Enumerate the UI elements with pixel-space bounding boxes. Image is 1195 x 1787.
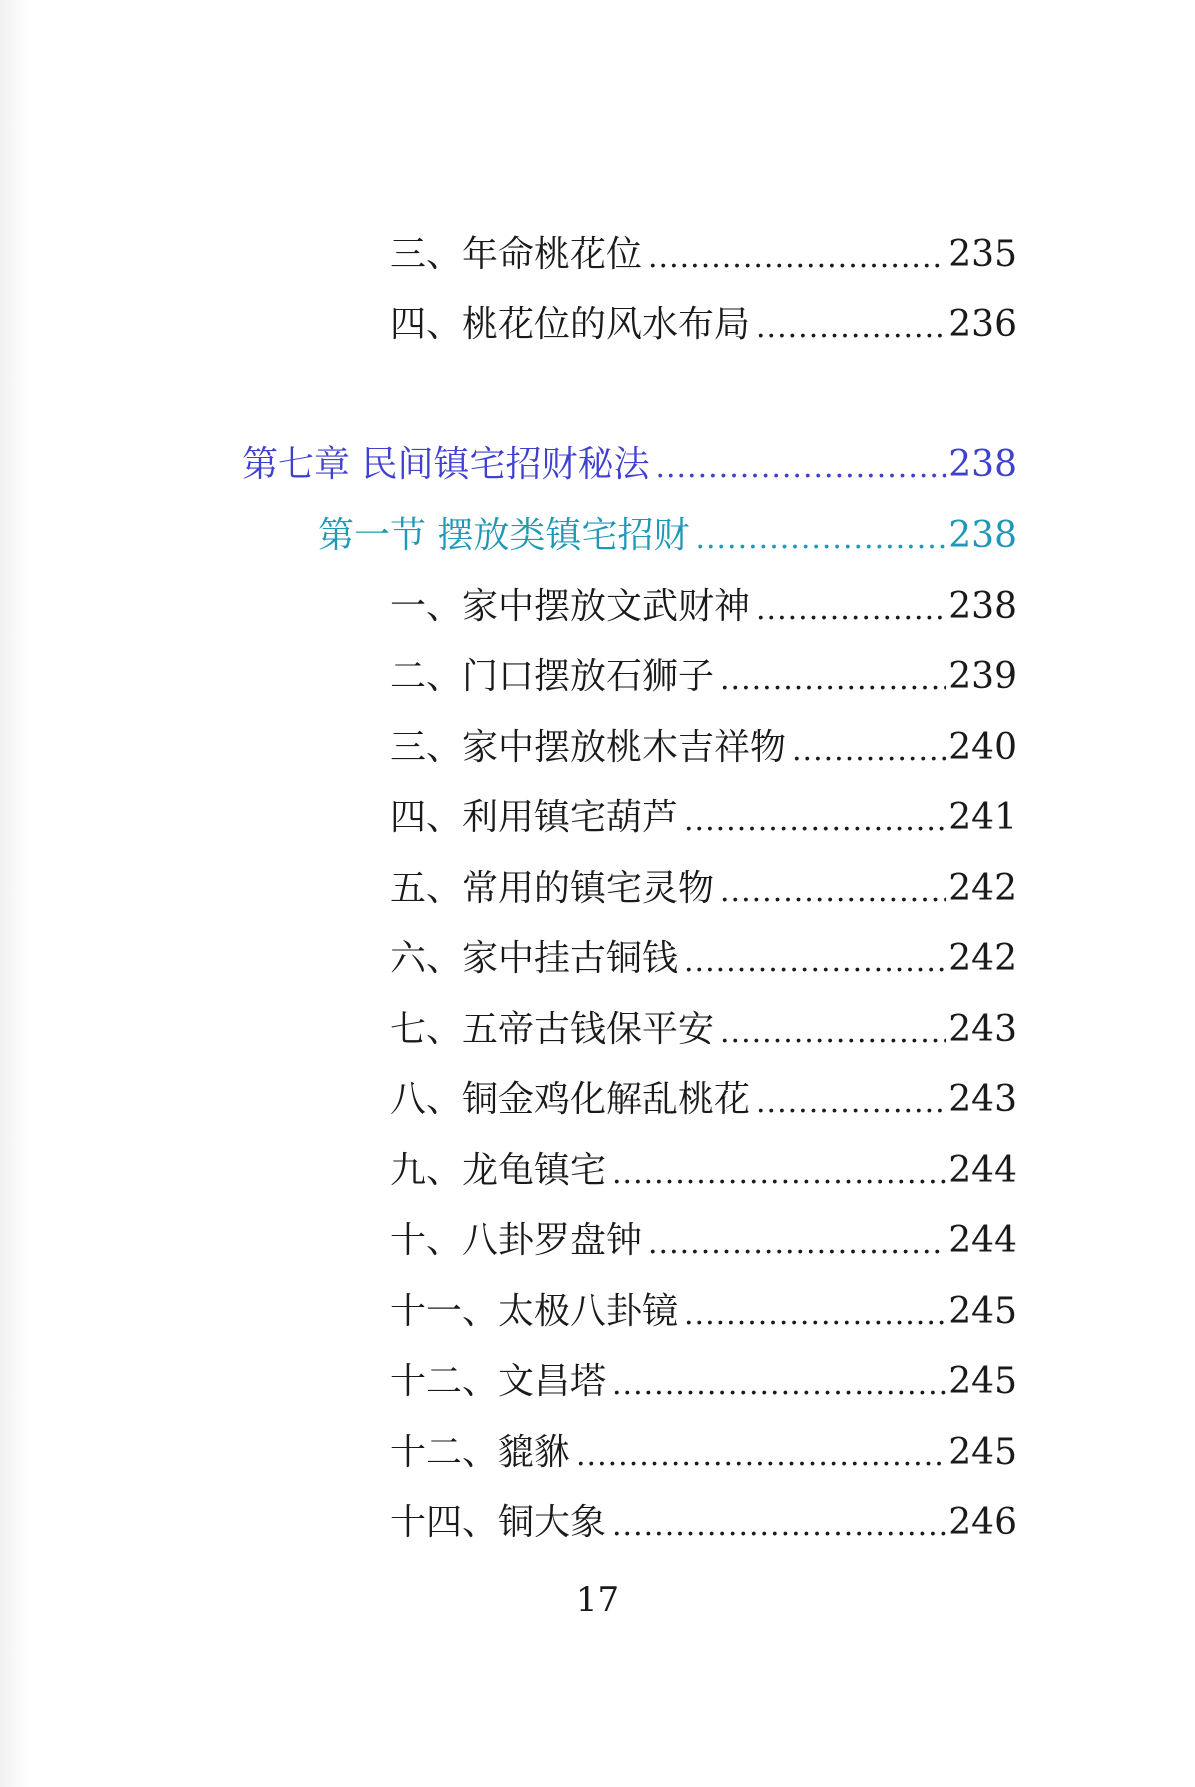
toc-leader-dots [792, 729, 946, 773]
toc-entry [390, 230, 1017, 280]
toc-leader-dots [684, 1293, 946, 1337]
toc-entry-title: 八、铜金鸡化解乱桃花 [390, 1079, 751, 1120]
toc-entry [390, 1216, 1017, 1266]
toc-entry [390, 1498, 1017, 1548]
toc-entry-page: 242 [948, 868, 1017, 909]
toc-leader-dots [648, 236, 946, 280]
toc-entry-page: 244 [948, 1150, 1017, 1191]
toc-chapter-page: 238 [948, 444, 1017, 485]
toc-entry [390, 652, 1017, 702]
toc-entry-page: 245 [948, 1361, 1017, 1402]
toc-entry-page: 240 [948, 727, 1017, 768]
toc-entry [390, 300, 1017, 350]
toc-leader-dots [720, 870, 946, 914]
toc-chapter-entry [242, 440, 1017, 490]
toc-entry-page: 241 [948, 797, 1017, 838]
toc-entry-page: 242 [948, 938, 1017, 979]
toc-entry [390, 793, 1017, 843]
toc-entry [390, 1075, 1017, 1125]
toc-entry [390, 1357, 1017, 1407]
toc-entry-page: 235 [948, 234, 1017, 275]
toc-leader-dots [648, 1222, 946, 1266]
toc-entry-title: 十一、太极八卦镜 [390, 1291, 679, 1332]
toc-entry-title: 四、桃花位的风水布局 [390, 304, 751, 345]
toc-chapter-title: 第七章 民间镇宅招财秘法 [242, 444, 650, 485]
toc-leader-dots [612, 1152, 946, 1196]
toc-section-entry [318, 511, 1017, 561]
toc-entry-title: 三、家中摆放桃木吉祥物 [390, 727, 787, 768]
toc-entry-title: 一、家中摆放文武财神 [390, 586, 751, 627]
toc-entry-title: 九、龙龟镇宅 [390, 1150, 607, 1191]
page-number: 17 [575, 1580, 620, 1620]
toc-leader-dots [720, 658, 946, 702]
toc-entry-title: 十二、文昌塔 [390, 1361, 607, 1402]
toc-entry-page: 245 [948, 1432, 1017, 1473]
toc-leader-dots [684, 940, 946, 984]
toc-entry-page: 243 [948, 1009, 1017, 1050]
toc-entry-page: 239 [948, 656, 1017, 697]
toc-entry-page: 245 [948, 1291, 1017, 1332]
toc-leader-dots [612, 1363, 946, 1407]
toc-entry-page: 246 [948, 1502, 1017, 1543]
toc-entry [390, 1146, 1017, 1196]
toc-entry [390, 723, 1017, 773]
toc-entry-title: 四、利用镇宅葫芦 [390, 797, 679, 838]
toc-entry [390, 582, 1017, 632]
toc-leader-dots [756, 588, 946, 632]
toc-section-title: 第一节 摆放类镇宅招财 [318, 515, 690, 556]
toc-entry-title: 五、常用的镇宅灵物 [390, 868, 715, 909]
toc-entry [390, 864, 1017, 914]
toc-leader-dots [720, 1011, 946, 1055]
toc-entry-title: 七、五帝古钱保平安 [390, 1009, 715, 1050]
toc-entry [390, 1005, 1017, 1055]
toc-entry-page: 238 [948, 586, 1017, 627]
toc-entry-page: 244 [948, 1220, 1017, 1261]
toc-leader-dots [655, 446, 946, 490]
toc-leader-dots [684, 799, 946, 843]
toc-leader-dots [695, 517, 946, 561]
toc-entry-title: 三、年命桃花位 [390, 234, 643, 275]
toc-entry-title: 十、八卦罗盘钟 [390, 1220, 643, 1261]
toc-entry-title: 十四、铜大象 [390, 1502, 607, 1543]
toc-entry-page: 236 [948, 304, 1017, 345]
toc-entry-title: 六、家中挂古铜钱 [390, 938, 679, 979]
toc-leader-dots [612, 1504, 946, 1548]
toc-entry [390, 1428, 1017, 1478]
toc-entry [390, 1287, 1017, 1337]
toc-leader-dots [576, 1434, 946, 1478]
page-gutter-shadow [0, 0, 30, 1787]
toc-entry-title: 十二、貔貅 [390, 1432, 571, 1473]
toc-section-page: 238 [948, 515, 1017, 556]
toc-leader-dots [756, 1081, 946, 1125]
toc-entry [390, 934, 1017, 984]
toc-leader-dots [756, 306, 946, 350]
toc-entry-title: 二、门口摆放石狮子 [390, 656, 715, 697]
toc-entry-page: 243 [948, 1079, 1017, 1120]
